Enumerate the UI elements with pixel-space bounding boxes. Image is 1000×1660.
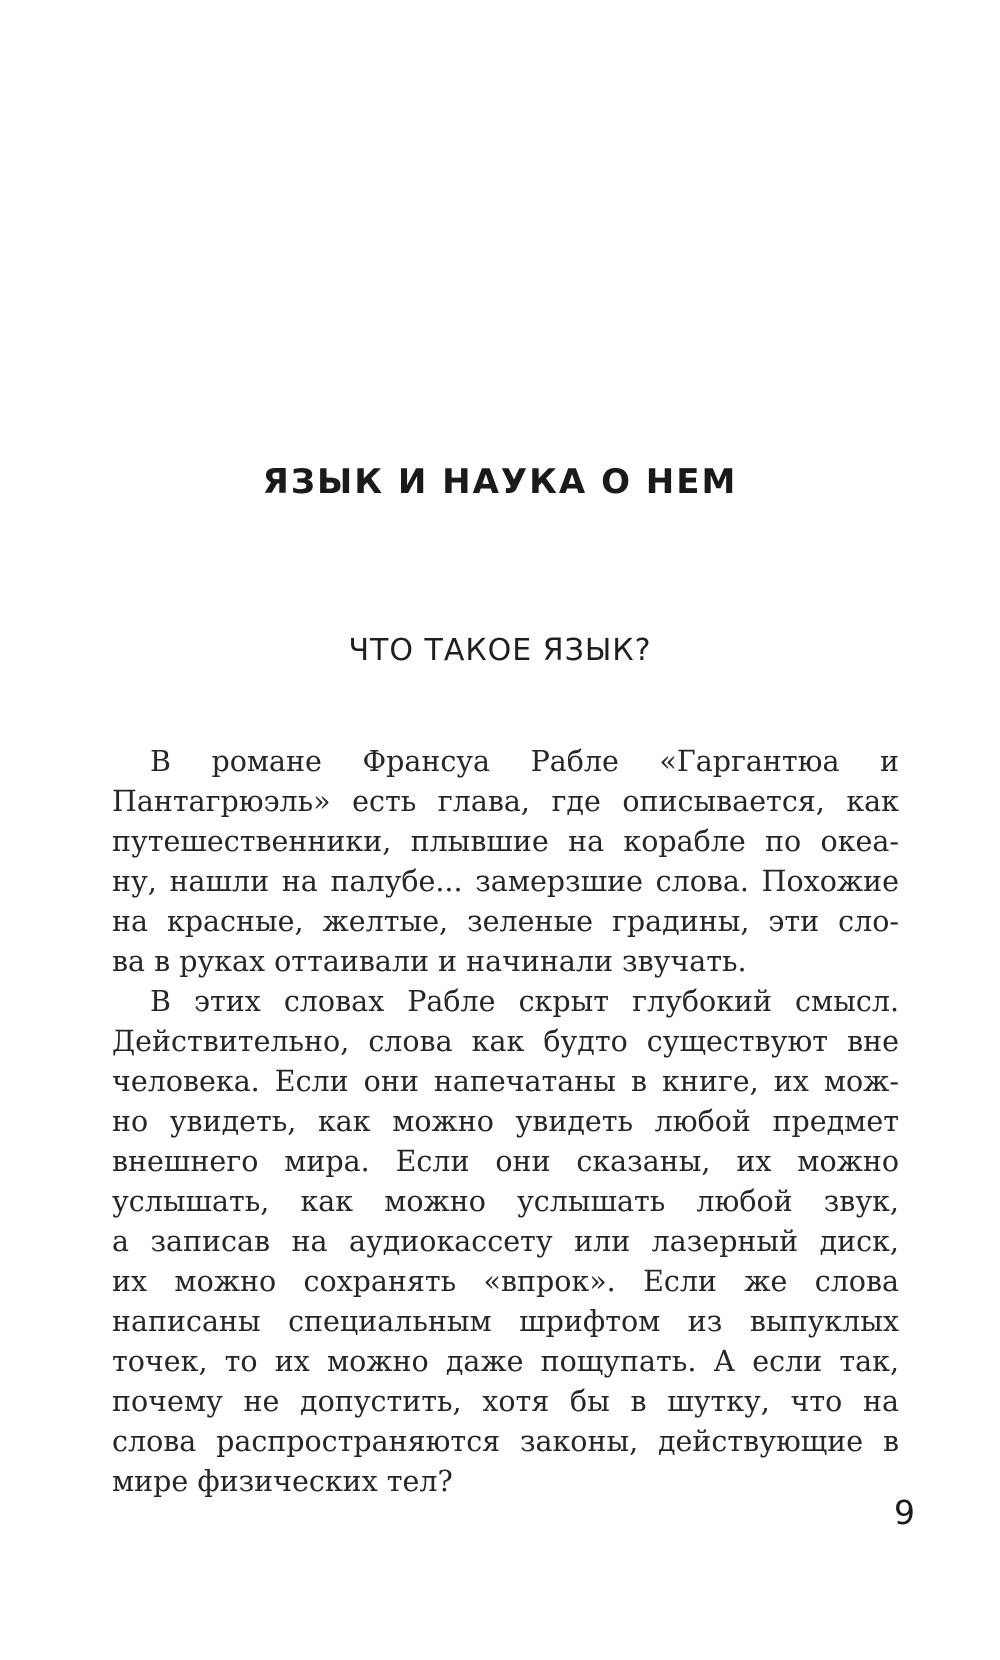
text-line: человека. Если они напечатаны в книге, их мож- [112, 1065, 899, 1098]
body-text [112, 742, 899, 1502]
text-line: ну, нашли на палубе... замерзшие слова. Похожие [112, 865, 899, 898]
text-line: но увидеть, как можно увидеть любой предмет [112, 1105, 899, 1138]
text-line: на красные, желтые, зеленые градины, эти сло- [112, 905, 899, 938]
text-line: точек, то их можно даже пощупать. А если так, [112, 1345, 899, 1378]
paragraph-1 [112, 742, 899, 982]
text-line: их можно сохранять «впрок». Если же слова [112, 1265, 899, 1298]
page-number: 9 [894, 1493, 915, 1532]
text-line: Пантагрюэль» есть глава, где описывается, как [112, 785, 899, 818]
text-line: путешественники, плывшие на корабле по океа- [112, 825, 899, 858]
text-line: а записав на аудиокассету или лазерный диск, [112, 1225, 899, 1258]
text-line: почему не допустить, хотя бы в шутку, что на [112, 1385, 899, 1418]
text-line: ва в руках оттаивали и начинали звучать. [112, 945, 747, 978]
text-line: В романе Франсуа Рабле «Гаргантюа и [150, 745, 899, 778]
text-line: внешнего мира. Если они сказаны, их можно [112, 1145, 899, 1178]
section-title: ЧТО ТАКОЕ ЯЗЫК? [348, 633, 652, 668]
text-line: слова распространяются законы, действующие в [112, 1425, 899, 1458]
paragraph-2 [112, 982, 899, 1502]
chapter-title: ЯЗЫК И НАУКА О НЕМ [262, 462, 738, 502]
text-line: мире физических тел? [112, 1465, 453, 1498]
text-line: В этих словах Рабле скрыт глубокий смысл. [150, 985, 899, 1018]
text-line: написаны специальным шрифтом из выпуклых [112, 1305, 899, 1338]
text-line: услышать, как можно услышать любой звук, [112, 1185, 899, 1218]
text-line: Действительно, слова как будто существуют вне [112, 1025, 899, 1058]
